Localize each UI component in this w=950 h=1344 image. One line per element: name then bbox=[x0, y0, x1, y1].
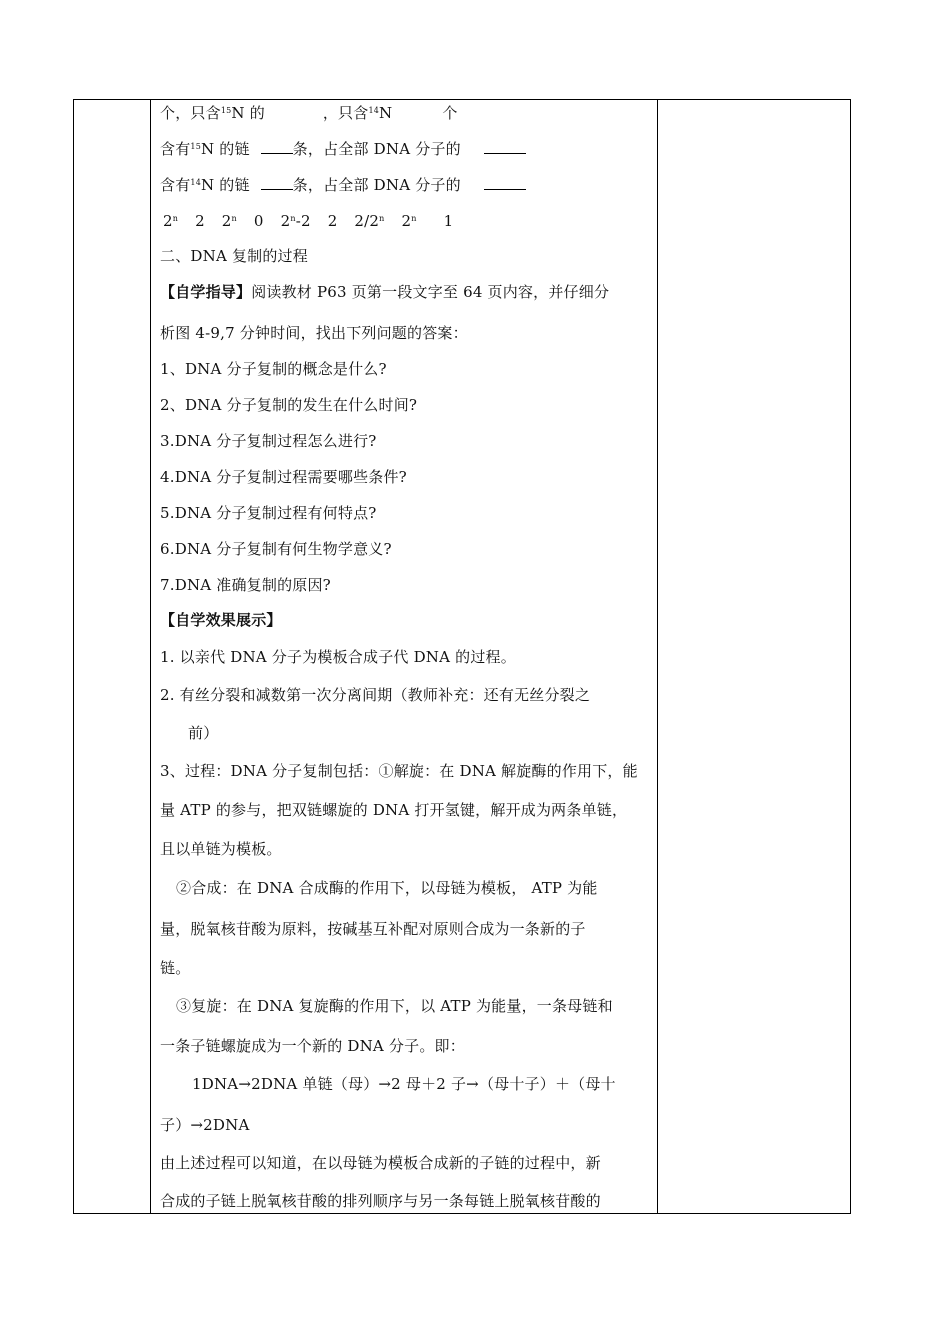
question-6: 6.DNA 分子复制有何生物学意义? bbox=[160, 540, 392, 558]
blank-underline bbox=[484, 175, 526, 190]
blank-underline bbox=[261, 139, 293, 154]
blank-underline bbox=[261, 175, 293, 190]
answer-1: 1. 以亲代 DNA 分子为模板合成子代 DNA 的过程。 bbox=[160, 648, 516, 666]
answer-2: 2. 有丝分裂和减数第一次分离间期（教师补充：还有无丝分裂之 bbox=[160, 686, 591, 704]
section-heading: 二、DNA 复制的过程 bbox=[160, 247, 308, 265]
answers-line: 2$^n$ 2 2$^n$ 0 2$^n$-2 2 2/2$^n$ 2$^n$ 1 bbox=[163, 212, 454, 230]
synthesis-line-3: 链。 bbox=[160, 959, 191, 977]
rewind-line-2: 一条子链螺旋成为一个新的 DNA 分子。即： bbox=[160, 1037, 465, 1055]
blank-underline bbox=[484, 139, 526, 154]
count-line: 个，只含$^{15}$N 的 ，只含$^{14}$N 个 bbox=[160, 104, 458, 122]
answer-3-line-2: 量 ATP 的参与，把双链螺旋的 DNA 打开氢键，解开成为两条单链， bbox=[160, 801, 628, 819]
question-7: 7.DNA 准确复制的原因? bbox=[160, 576, 331, 594]
synthesis-step: ②合成：在 DNA 合成酶的作用下，以母链为模板， ATP 为能 bbox=[176, 879, 598, 897]
synthesis-line-2: 量，脱氧核苷酸为原料，按碱基互补配对原则合成为一条新的子 bbox=[160, 920, 586, 938]
question-2: 2、DNA 分子复制的发生在什么时间? bbox=[160, 396, 418, 414]
left-column-divider bbox=[150, 100, 151, 1213]
n15-chain-line: 含有$^{15}$N 的链 条，占全部 DNA 分子的 bbox=[160, 139, 526, 159]
answer-3: 3、过程：DNA 分子复制包括：①解旋：在 DNA 解旋酶的作用下，能 bbox=[160, 762, 638, 780]
question-3: 3.DNA 分子复制过程怎么进行? bbox=[160, 432, 377, 450]
replication-formula: 1DNA→2DNA 单链（母）→2 母＋2 子→（母十子）＋（母十 bbox=[192, 1075, 616, 1093]
question-5: 5.DNA 分子复制过程有何特点? bbox=[160, 504, 377, 522]
question-4: 4.DNA 分子复制过程需要哪些条件? bbox=[160, 468, 407, 486]
replication-formula-cont: 子）→2DNA bbox=[160, 1116, 250, 1134]
n14-chain-line: 含有$^{14}$N 的链 条，占全部 DNA 分子的 bbox=[160, 175, 526, 195]
right-column-divider bbox=[657, 100, 658, 1213]
answer-2-continued: 前） bbox=[188, 724, 219, 742]
conclusion-line-2: 合成的子链上脱氧核苷酸的排列顺序与另一条每链上脱氧核苷酸的 bbox=[160, 1192, 601, 1210]
results-heading: 【自学效果展示】 bbox=[160, 611, 282, 629]
answer-3-line-3: 且以单链为模板。 bbox=[160, 840, 282, 858]
question-1: 1、DNA 分子复制的概念是什么? bbox=[160, 360, 387, 378]
guide-continued: 析图 4-9,7 分钟时间，找出下列问题的答案： bbox=[160, 324, 468, 342]
self-study-guide: 【自学指导】阅读教材 P63 页第一段文字至 64 页内容，并仔细分 bbox=[160, 283, 610, 301]
rewind-step: ③复旋：在 DNA 复旋酶的作用下，以 ATP 为能量，一条母链和 bbox=[176, 997, 613, 1015]
conclusion-line-1: 由上述过程可以知道，在以母链为模板合成新的子链的过程中，新 bbox=[160, 1154, 601, 1172]
